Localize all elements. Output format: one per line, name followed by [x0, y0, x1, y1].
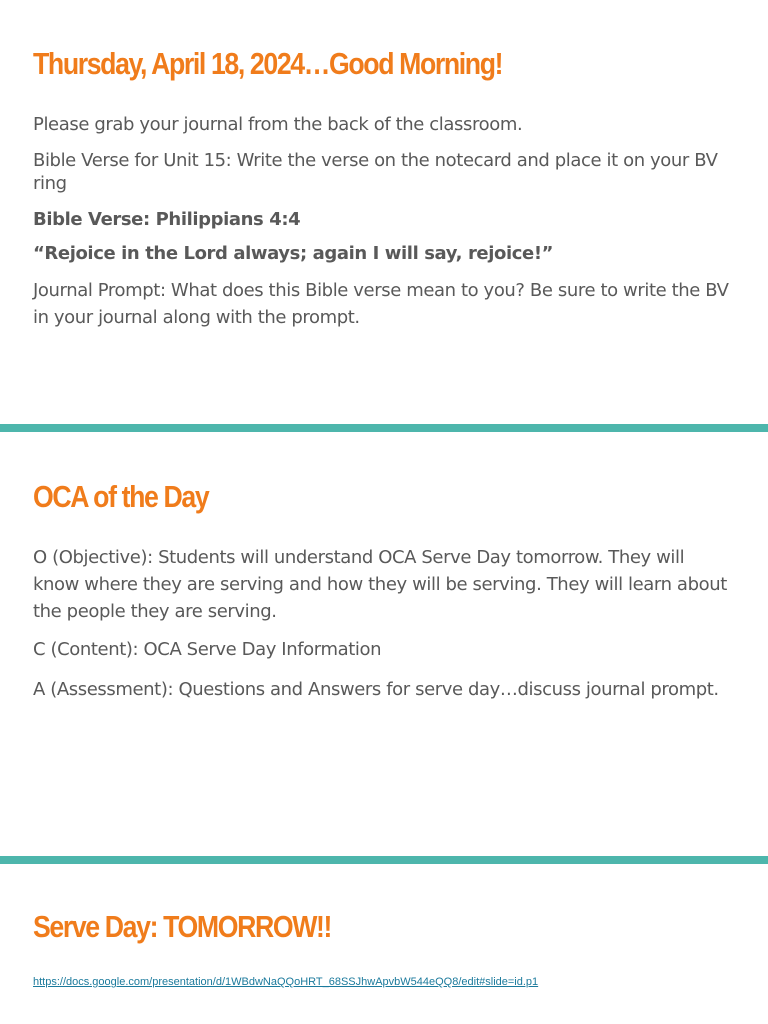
assessment-text: A (Assessment): Questions and Answers for serve day…discuss journal prompt. — [33, 679, 719, 700]
slide-2-title: OCA of the Day — [33, 479, 209, 514]
slide-2 — [0, 432, 768, 856]
content-text: C (Content): OCA Serve Day Information — [33, 639, 382, 660]
presentation-link[interactable]: https://docs.google.com/presentation/d/1WBdwNaQQoHRT_68SSJhwApvbW544eQQ8/edit#slide=id.p1 — [33, 976, 539, 988]
slide-divider — [0, 856, 768, 864]
slide-divider — [0, 424, 768, 432]
objective-text: O (Objective): Students will understand OCA Serve Day tomorrow. They will know where they are serving and how they will be serving. They will learn about the people they are serving. — [33, 547, 727, 622]
slide-1-title: Thursday, April 18, 2024…Good Morning! — [33, 46, 503, 81]
slide-3-title: Serve Day: TOMORROW!! — [33, 909, 331, 944]
bible-verse-reference: Bible Verse: Philippians 4:4 — [33, 209, 301, 230]
bible-verse-instruction: Bible Verse for Unit 15: Write the verse on the notecard and place it on your BV ring — [33, 150, 718, 194]
bible-verse-text: “Rejoice in the Lord always; again I will say, rejoice!” — [33, 243, 554, 264]
slide-3 — [0, 864, 768, 1024]
slide-1 — [0, 0, 768, 424]
journal-prompt: Journal Prompt: What does this Bible verse mean to you? Be sure to write the BV in your journal along with the prompt. — [33, 280, 729, 328]
journal-instruction: Please grab your journal from the back of the classroom. — [33, 114, 523, 135]
